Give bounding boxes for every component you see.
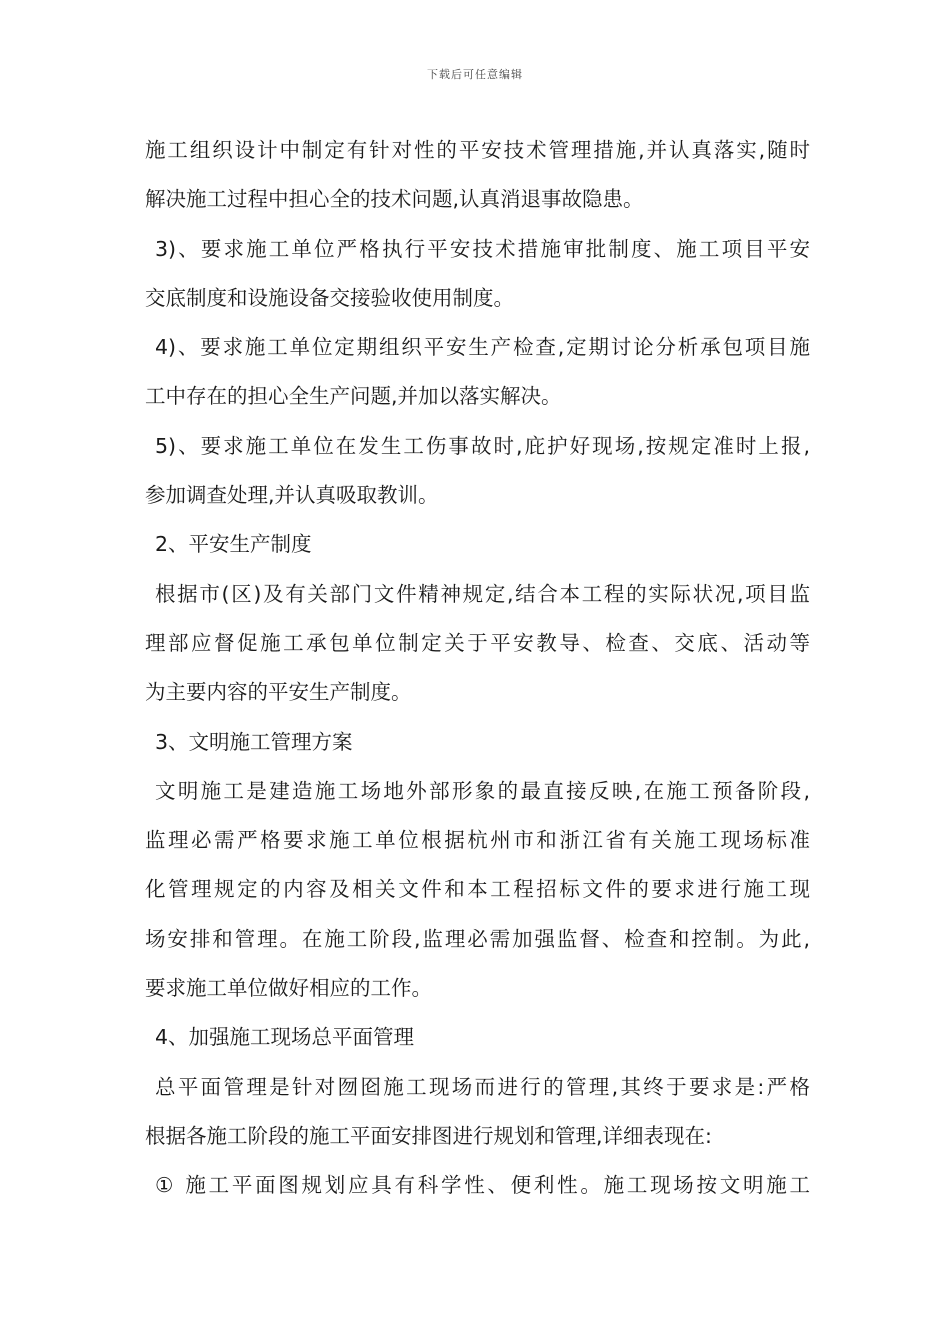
document-body — [145, 126, 810, 1211]
paragraph-line: 3)、要求施工单位严格执行平安技术措施审批制度、施工项目平安 — [155, 236, 810, 261]
paragraph-line: 理部应督促施工承包单位制定关于平安教导、检查、交底、活动等 — [145, 630, 810, 655]
paragraph-line: 要求施工单位做好相应的工作。 — [145, 976, 432, 1001]
paragraph-line: 根据市(区)及有关部门文件精神规定,结合本工程的实际状况,项目监 — [155, 581, 810, 606]
paragraph-line: 文明施工是建造施工场地外部形象的最直接反映,在施工预备阶段, — [155, 778, 810, 803]
page-header: 下载后可任意编辑 — [427, 68, 523, 81]
paragraph-line: 交底制度和设施设备交接验收使用制度。 — [145, 285, 514, 310]
paragraph-line: 根据各施工阶段的施工平面安排图进行规划和管理,详细表现在: — [145, 1123, 712, 1148]
section-heading: 2、平安生产制度 — [155, 532, 312, 557]
paragraph-line: 总平面管理是针对囫囵施工现场而进行的管理,其终于要求是:严格 — [155, 1074, 810, 1099]
section-heading: 4、加强施工现场总平面管理 — [155, 1025, 415, 1050]
paragraph-line: 为主要内容的平安生产制度。 — [145, 680, 412, 705]
paragraph-line: 施工组织设计中制定有针对性的平安技术管理措施,并认真落实,随时 — [145, 138, 810, 162]
paragraph-line: 参加调查处理,并认真吸取教训。 — [145, 483, 439, 508]
paragraph-line: 场安排和管理。在施工阶段,监理必需加强监督、检查和控制。为此, — [145, 926, 810, 951]
paragraph-line: 监理必需严格要求施工单位根据杭州市和浙江省有关施工现场标准 — [145, 828, 810, 853]
paragraph-line: 工中存在的担心全生产问题,并加以落实解决。 — [145, 384, 562, 409]
paragraph-line: 4)、要求施工单位定期组织平安生产检查,定期讨论分析承包项目施 — [155, 335, 810, 360]
paragraph-line: 化管理规定的内容及相关文件和本工程招标文件的要求进行施工现 — [145, 877, 810, 902]
paragraph-line: 解决施工过程中担心全的技术问题,认真消退事故隐患。 — [145, 187, 644, 212]
paragraph-line: 5)、要求施工单位在发生工伤事故时,庇护好现场,按规定准时上报, — [155, 433, 810, 458]
paragraph-line: ① 施工平面图规划应具有科学性、便利性。施工现场按文明施工 — [155, 1173, 810, 1198]
section-heading: 3、文明施工管理方案 — [155, 729, 353, 754]
